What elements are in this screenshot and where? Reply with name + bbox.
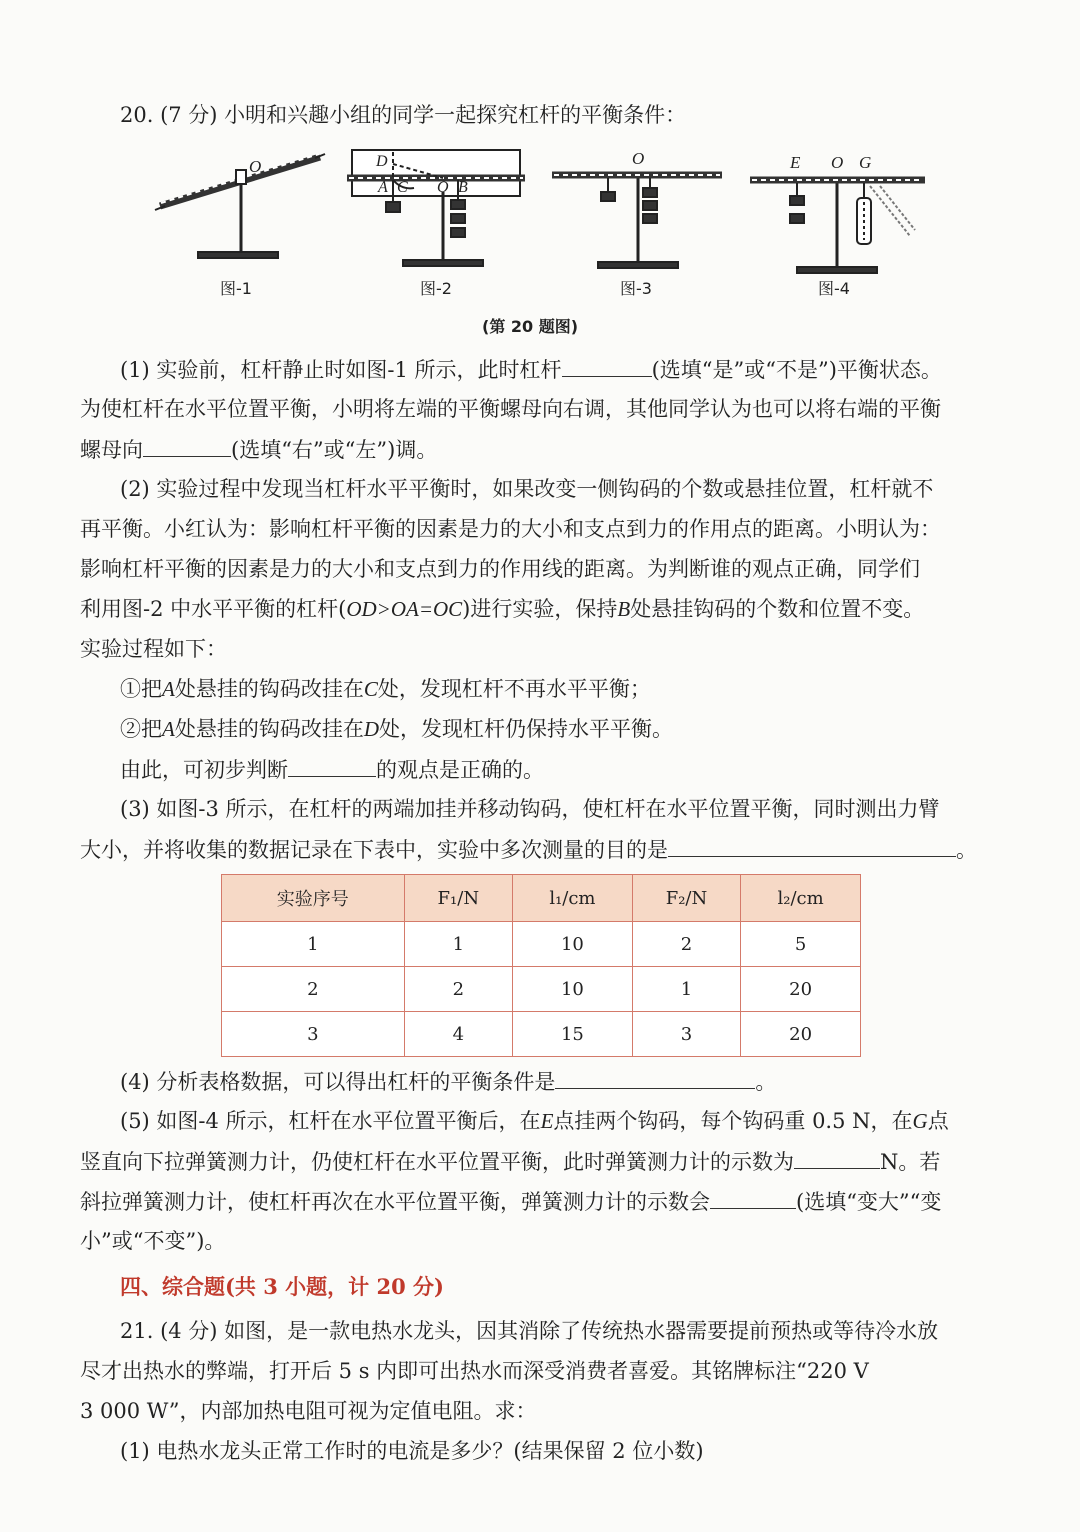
q21-part1: (1) 电热水龙头正常工作时的电流是多少？(结果保留 2 位小数) [120,1439,704,1463]
table-cell: 1 [222,922,405,967]
figure-1-caption: 图-1 [220,279,252,298]
figure-4-caption: 图-4 [818,279,850,298]
fig4-label-o: O [831,153,844,172]
figure-1-tilted-lever [155,154,325,258]
fig1-label-o: O [249,157,262,176]
q20-part3-line2: 大小，并将收集的数据记录在下表中，实验中多次测量的目的是 。 [80,834,977,865]
figure-group-caption: (第 20 题图) [482,317,579,336]
section-4-heading: 四、综合题(共 3 小题，计 20 分) [120,1274,444,1299]
table-cell: 1 [404,922,512,967]
q20-part3-line1: (3) 如图-3 所示，在杠杆的两端加挂并移动钩码，使杠杆在水平位置平衡，同时测出力臂 [120,797,940,821]
q20-part5-line2: 竖直向下拉弹簧测力计，仍使杠杆在水平位置平衡，此时弹簧测力计的示数为 N。若 [80,1146,940,1177]
table-cell: 10 [513,967,633,1012]
table-cell: 15 [513,1012,633,1057]
table-cell: 4 [404,1012,512,1057]
fig3-label-o: O [632,149,645,168]
figure-4-spring-scale [750,153,925,273]
lever-figures [0,140,1080,310]
q20-part2-line5: 实验过程如下： [80,637,227,661]
table-header: 实验序号 [222,875,405,922]
table-row [222,967,861,1012]
table-cell: 1 [632,967,740,1012]
answer-blank-4[interactable] [668,834,956,857]
table-cell: 2 [222,967,405,1012]
table-header: F₁/N [404,875,512,922]
q20-part2-line3: 影响杠杆平衡的因素是力的大小和支点到力的作用线的距离。为判断谁的观点正确，同学们 [80,557,920,581]
table-header: l₁/cm [513,875,633,922]
q20-step-1: ①把A处悬挂的钩码改挂在C处，发现杠杆不再水平平衡； [120,677,651,701]
q20-part1-line1: (1) 实验前，杠杆静止时如图-1 所示，此时杠杆 (选填“是”或“不是”)平衡状态。 [120,354,942,385]
q21-line1: 21. (4 分) 如图，是一款电热水龙头，因其消除了传统热水器需要提前预热或等待冷水放 [120,1319,939,1343]
q20-part4: (4) 分析表格数据，可以得出杠杆的平衡条件是 。 [120,1066,776,1097]
fig2-label-o: O [437,179,449,196]
fig2-label-a: A [378,179,388,196]
q20-part5-line4: 小”或“不变”)。 [80,1229,226,1253]
q20-part5-line3: 斜拉弹簧测力计，使杠杆再次在水平位置平衡，弹簧测力计的示数会 (选填“变大”“变 [80,1186,941,1217]
table-header: F₂/N [632,875,740,922]
answer-blank-3[interactable] [288,754,376,777]
answer-blank-2[interactable] [143,434,231,457]
q20-part2-line2: 再平衡。小红认为：影响杠杆平衡的因素是力的大小和支点到力的作用点的距离。小明认为： [80,517,941,541]
table-cell: 5 [741,922,861,967]
table-header-row [222,875,861,922]
answer-blank-1[interactable] [562,354,652,377]
answer-blank-6[interactable] [794,1146,880,1169]
fig2-label-c: C [397,179,408,196]
answer-blank-5[interactable] [555,1066,755,1089]
table-cell: 20 [741,967,861,1012]
question-20-title: 20. (7 分) 小明和兴趣小组的同学一起探究杠杆的平衡条件： [120,103,687,127]
fig4-label-e: E [790,153,801,172]
data-table [221,874,861,1057]
q20-part5-line1: (5) 如图-4 所示，杠杆在水平位置平衡后，在E点挂两个钩码，每个钩码重 0.5 N，在G点 [120,1109,949,1133]
q21-line3: 3 000 W”，内部加热电阻可视为定值电阻。求： [80,1399,537,1423]
q20-part2-line1: (2) 实验过程中发现当杠杆水平平衡时，如果改变一侧钩码的个数或悬挂位置，杠杆就不 [120,477,934,501]
table-cell: 3 [632,1012,740,1057]
table-cell: 20 [741,1012,861,1057]
q20-step-2: ②把A处悬挂的钩码改挂在D处，发现杠杆仍保持水平平衡。 [120,717,673,741]
table-row [222,1012,861,1057]
table-cell: 10 [513,922,633,967]
figure-2-caption: 图-2 [420,279,452,298]
figure-3-caption: 图-3 [620,279,652,298]
fig2-label-d: D [376,153,388,170]
q20-part2-line4: 利用图-2 中水平平衡的杠杆(OD>OA=OC)进行实验，保持B处悬挂钩码的个数和位置不变。 [80,597,925,621]
q20-part1-line3: 螺母向 (选填“右”或“左”)调。 [80,434,437,465]
table-cell: 2 [404,967,512,1012]
q20-conclusion: 由此，可初步判断 的观点是正确的。 [120,754,544,785]
q21-line2: 尽才出热水的弊端，打开后 5 s 内即可出热水而深受消费者喜爱。其铭牌标注“220 V [80,1359,869,1383]
table-cell: 2 [632,922,740,967]
figure-3-balanced-lever [552,149,722,268]
q20-part1-line2: 为使杠杆在水平位置平衡，小明将左端的平衡螺母向右调，其他同学认为也可以将右端的平衡 [80,397,941,421]
table-cell: 3 [222,1012,405,1057]
table-row [222,922,861,967]
figure-2-lever-board [347,150,525,266]
fig4-label-g: G [859,153,872,172]
fig2-label-b: B [458,179,468,196]
answer-blank-7[interactable] [710,1186,796,1209]
table-header: l₂/cm [741,875,861,922]
